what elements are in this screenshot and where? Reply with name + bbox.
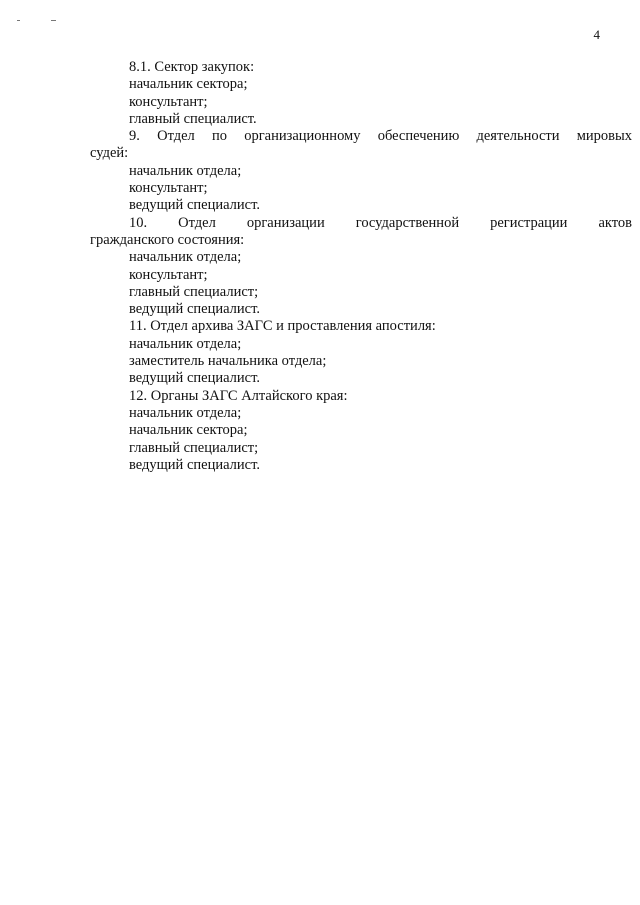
list-item: начальник отдела;: [129, 404, 242, 421]
section-heading: [90, 215, 632, 232]
section-heading: 12. Органы ЗАГС Алтайского края:: [129, 387, 348, 404]
list-item: ведущий специалист.: [129, 456, 260, 473]
list-item: главный специалист;: [129, 283, 259, 300]
list-item: начальник отдела;: [129, 335, 242, 352]
scan-mark: [17, 20, 20, 21]
list-item: заместитель начальника отдела;: [129, 353, 327, 370]
list-item: главный специалист.: [129, 110, 257, 127]
section-heading: [90, 128, 632, 145]
list-item: консультант;: [129, 266, 208, 283]
list-item: начальник отдела;: [129, 249, 242, 266]
list-item: ведущий специалист.: [129, 370, 260, 387]
scan-mark: [51, 20, 56, 21]
section-heading: 11. Отдел архива ЗАГС и проставления апостиля:: [129, 318, 436, 335]
document-body: [90, 59, 632, 474]
section-heading-continuation: гражданского состояния:: [90, 231, 245, 248]
section-heading-continuation: судей:: [90, 145, 129, 162]
list-item: главный специалист;: [129, 439, 259, 456]
section-heading: 8.1. Сектор закупок:: [129, 59, 255, 75]
list-item: начальник отдела;: [129, 162, 242, 179]
list-item: начальник сектора;: [129, 76, 248, 93]
list-item: консультант;: [129, 93, 208, 110]
list-item: ведущий специалист.: [129, 301, 260, 318]
page-number: 4: [593, 27, 600, 42]
list-item: консультант;: [129, 180, 208, 197]
section-heading-line: 9. Отдел по организационному обеспечению деятельности мировых: [129, 128, 632, 145]
list-item: ведущий специалист.: [129, 197, 260, 214]
list-item: начальник сектора;: [129, 422, 248, 439]
section-heading-line: 10. Отдел организации государственной регистрации актов: [129, 214, 632, 231]
